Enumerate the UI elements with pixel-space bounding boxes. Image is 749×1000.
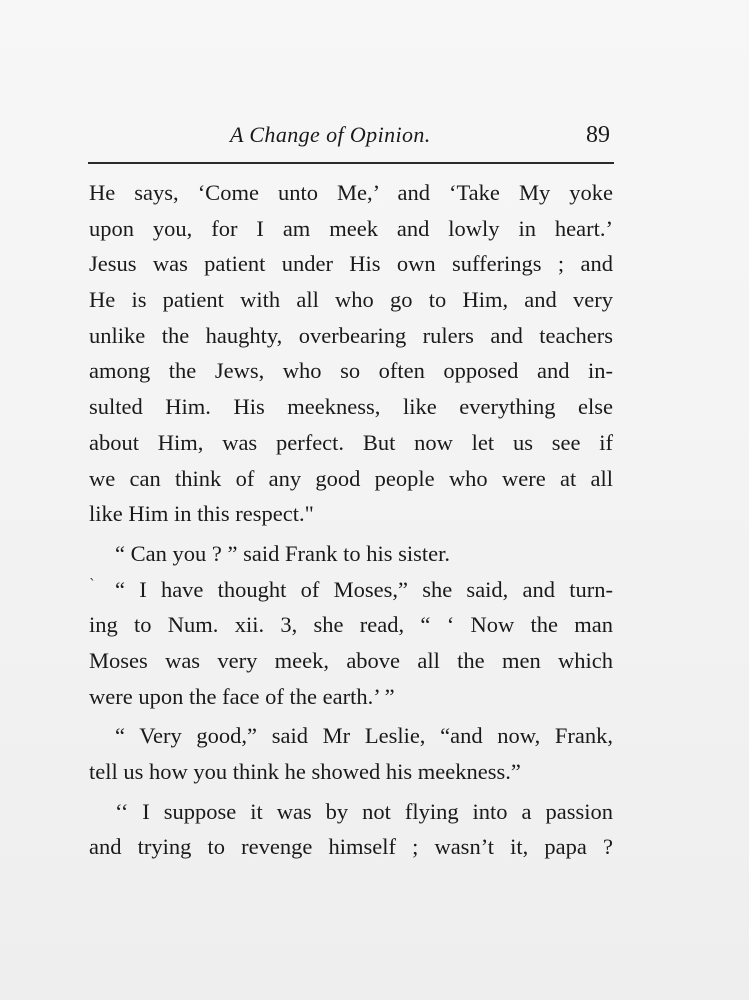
text-line: He says, ‘Come unto Me,’ and ‘Take My yoke [89,180,613,205]
text-line: upon you, for I am meek and lowly in heart.’ [89,215,613,241]
text-line: and trying to revenge himself ; wasn’t it, papa ? [89,834,613,860]
paragraph-3 [89,572,613,715]
text-line: ‘‘ I suppose it was by not flying into a passion [115,798,613,824]
ink-mark-icon: ˎ [89,565,96,581]
text-line: sulted Him. His meekness, like everything else [89,394,613,420]
text-line: were upon the face of the earth.’ ” [89,683,395,709]
page-number: 89 [586,122,610,148]
text-line: Jesus was patient under His own sufferings ; and [89,251,613,277]
paragraph-4 [89,718,613,789]
paragraph-5 [89,794,613,865]
paragraph-1 [89,175,613,532]
text-line: “ I have thought of Moses,” she said, and turn- [115,576,613,602]
text-line: among the Jews, who so often opposed and in- [89,358,613,384]
text-line: we can think of any good people who were at all [89,465,613,491]
text-line: Moses was very meek, above all the men which [89,647,613,673]
header-rule [88,162,614,164]
text-line: about Him, was perfect. But now let us see if [89,429,613,455]
text-line: unlike the haughty, overbearing rulers and teachers [89,322,613,348]
text-line: tell us how you think he showed his meekness.” [89,759,521,784]
running-title: A Change of Opinion. [230,122,431,147]
text-line: ing to Num. xii. 3, she read, “ ‘ Now the man [89,612,613,638]
text-line: “ Can you ? ” said Frank to his sister. [115,540,450,566]
body-text [89,175,613,865]
paragraph-2 [89,536,613,572]
text-line: like Him in this respect." [89,501,314,527]
page-header [88,122,614,162]
text-line: “ Very good,” said Mr Leslie, “and now, Frank, [115,723,613,749]
text-line: He is patient with all who go to Him, and very [89,287,613,313]
